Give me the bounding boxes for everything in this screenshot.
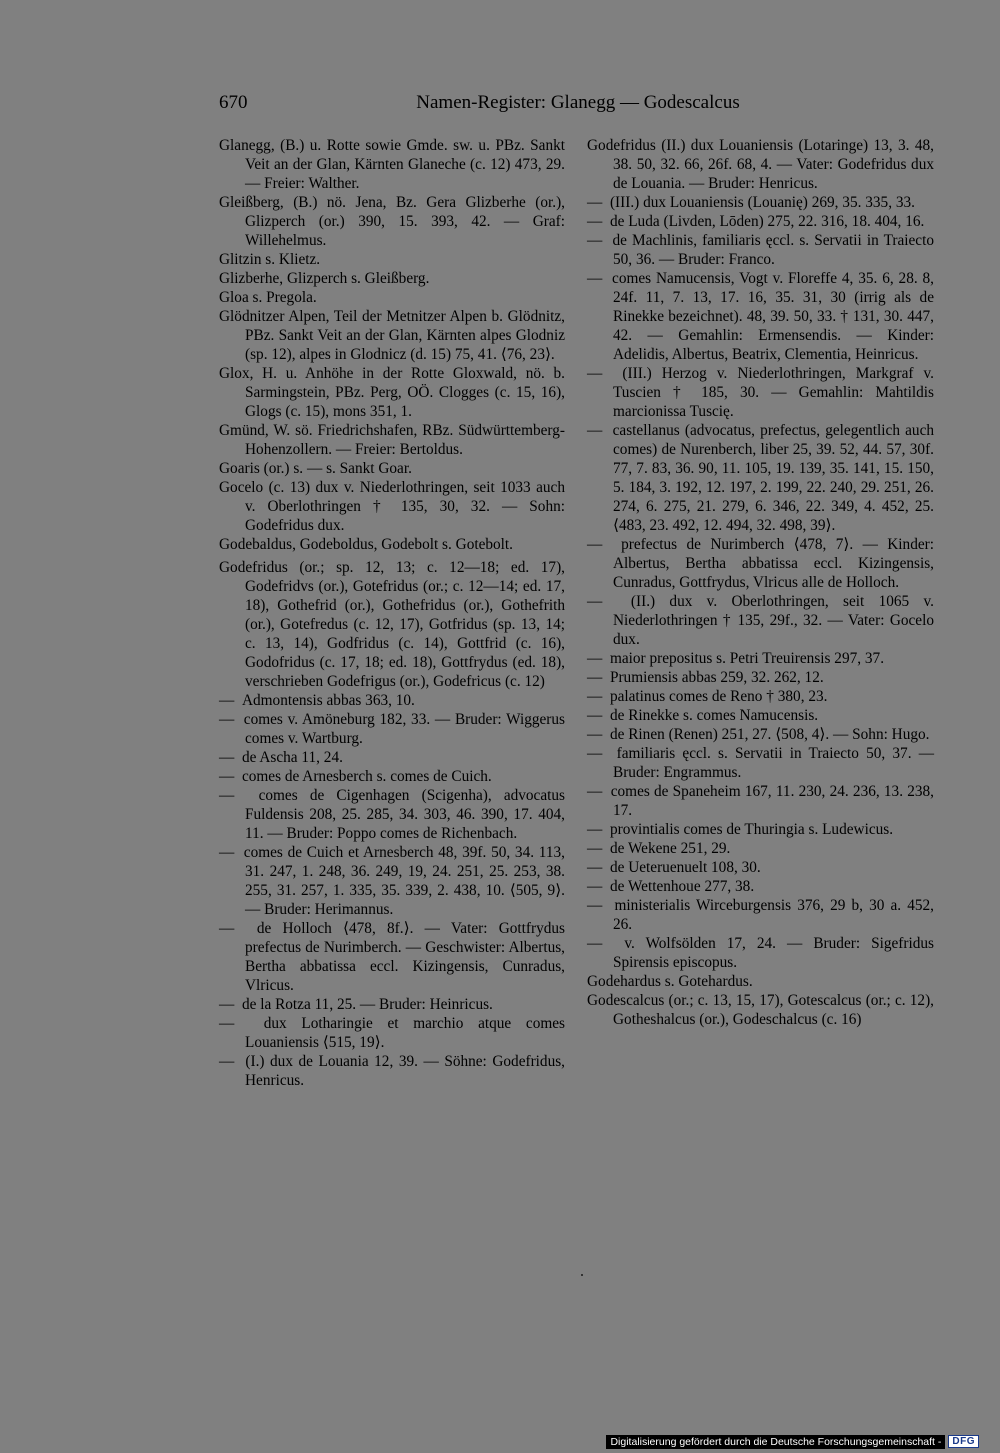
sub-entry: — dux Lotharingie et marchio atque comes Louaniensis ⟨515, 19⟩. [219, 1014, 565, 1052]
register-entry: Godefridus (or.; sp. 12, 13; c. 12—18; ed. 17), Godefridvs (or.), Gotefridus (or.; c. 12—14; ed. 17, 18), Gothefrid (or.), Gothefridus (or.), Gothefrith (or.), Gotefredus (c. 12, 17), Gotfridus (sp. 13, 14; c. 13, 14), Godfridus (c. 14), Gottfrid (c. 16), Godofridus (c. 17, 18; ed. 18), Gottfrydus (ed. 18), verschrieben Godefrigus (or.), Godefricus (c. 12) [219, 559, 565, 690]
sub-entry: — comes de Spaneheim 167, 11. 230, 24. 236, 13. 238, 17. [587, 782, 934, 820]
sub-entry: — de Luda (Livden, Lōden) 275, 22. 316, 18. 404, 16. [587, 212, 934, 231]
sub-entry: — Prumiensis abbas 259, 32. 262, 12. [587, 668, 934, 687]
register-entry: Gleißberg, (B.) nö. Jena, Bz. Gera Glizberhe (or.), Glizperch (or.) 390, 15. 393, 42. — Graf: Willehelmus. [219, 194, 565, 249]
register-entry: Glitzin s. Klietz. [219, 251, 321, 268]
left-column [219, 136, 565, 1090]
sub-entry: — v. Wolfsölden 17, 24. — Bruder: Sigefridus Spirensis episcopus. [587, 934, 934, 972]
sub-entry: — (III.) Herzog v. Niederlothringen, Markgraf v. Tuscien † 185, 30. — Gemahlin: Mahtildis marcionissa Tuscię. [587, 364, 934, 421]
sub-entry: — maior prepositus s. Petri Treuirensis 297, 37. [587, 649, 934, 668]
sub-entry: — castellanus (advocatus, prefectus, gelegentlich auch comes) de Nurenberch, liber 25, 39. 52, 44. 57, 30f. 77, 7. 83, 36. 90, 11. 105, 19. 139, 35. 141, 15. 150, 5. 184, 3. 192, 12. 197, 2. 199, 22. 240, 29. 251, 26. 274, 6. 275, 21. 279, 6. 346, 22. 349, 4. 452, 25. ⟨483, 23. 492, 12. 494, 32. 498, 39⟩. [587, 421, 934, 535]
register-entry: Gmünd, W. sö. Friedrichshafen, RBz. Südwürttemberg-Hohenzollern. — Freier: Bertoldus. [219, 422, 565, 458]
register-entry: Godefridus (II.) dux Louaniensis (Lotaringe) 13, 3. 48, 38. 50, 32. 66, 26f. 68, 4. — Vater: Godefridus dux de Louania. — Bruder: Henricus. [587, 137, 934, 192]
register-entry: Godescalcus (or.; c. 13, 15, 17), Gotescalcus (or.; c. 12), Gotheshalcus (or.), Godeschalcus (c. 16) [587, 992, 934, 1028]
sub-entry: — de Holloch ⟨478, 8f.⟩. — Vater: Gottfrydus prefectus de Nurimberch. — Geschwister: Albertus, Bertha abbatissa eccl. Kizingensis, Cunradus, Vlricus. [219, 919, 565, 995]
sub-entry: — comes de Cigenhagen (Scigenha), advocatus Fuldensis 208, 25. 285, 34. 303, 46. 390, 17. 404, 11. — Bruder: Poppo comes de Richenbach. [219, 786, 565, 843]
page-title: Namen-Register: Glanegg — Godescalcus [416, 92, 740, 113]
page-number: 670 [219, 92, 248, 113]
sub-entry: — de Machlinis, familiaris ęccl. s. Servatii in Traiecto 50, 36. — Bruder: Franco. [587, 231, 934, 269]
sub-entry: — comes de Arnesberch s. comes de Cuich. [219, 767, 565, 786]
sub-entry: — comes de Cuich et Arnesberch 48, 39f. 50, 34. 113, 31. 247, 1. 248, 36. 249, 19, 24. 251, 25. 253, 38. 255, 31. 257, 1. 335, 35. 339, 2. 438, 10. ⟨505, 9⟩. — Bruder: Herimannus. [219, 843, 565, 919]
right-column [587, 136, 934, 1029]
stray-mark [581, 1274, 583, 1276]
footer [607, 1434, 979, 1449]
sub-entry: — (II.) dux v. Oberlothringen, seit 1065 v. Niederlothringen † 135, 29f., 32. — Vater: Gocelo dux. [587, 592, 934, 649]
register-entry: Godebaldus, Godeboldus, Godebolt s. Gotebolt. [219, 536, 514, 553]
register-entry: Godehardus s. Gotehardus. [587, 973, 753, 990]
sub-entry: — prefectus de Nurimberch ⟨478, 7⟩. — Kinder: Albertus, Bertha abbatissa eccl. Kizingensis, Cunradus, Gottfrydus, Vlricus alle de Holloch. [587, 535, 934, 592]
sub-entry: — familiaris ęccl. s. Servatii in Traiecto 50, 37. — Bruder: Engrammus. [587, 744, 934, 782]
sub-entry: — de Rinen (Renen) 251, 27. ⟨508, 4⟩. — Sohn: Hugo. [587, 725, 934, 744]
register-entry: Gloa s. Pregola. [219, 289, 317, 306]
sub-entry: — comes Namucensis, Vogt v. Floreffe 4, 35. 6, 28. 8, 24f. 11, 7. 13, 17. 16, 35. 31, 30 (irrig als de Rinekke bezeichnet). 48, 39. 50, 33. † 131, 30. 447, 42. — Gemahlin: Ermensendis. — Kinder: Adelidis, Albertus, Beatrix, Clementia, Heinricus. [587, 269, 934, 364]
sub-entry: — de la Rotza 11, 25. — Bruder: Heinricus. [219, 995, 565, 1014]
dfg-logo: DFG [948, 1435, 979, 1448]
footer-credit: Digitalisierung gefördert durch die Deutsche Forschungsgemeinschaft - [606, 1435, 945, 1449]
register-entry: Glox, H. u. Anhöhe in der Rotte Gloxwald, nö. b. Sarmingstein, PBz. Perg, OÖ. Clogges (c. 15, 16), Glogs (c. 15), mons 351, 1. [219, 365, 565, 420]
sub-entry: — Admontensis abbas 363, 10. [219, 691, 565, 710]
sub-entry: — de Wettenhoue 277, 38. [587, 877, 934, 896]
sub-entry: — de Ascha 11, 24. [219, 748, 565, 767]
sub-entry: — palatinus comes de Reno † 380, 23. [587, 687, 934, 706]
register-entry: Goaris (or.) s. — s. Sankt Goar. [219, 460, 412, 477]
running-head [219, 92, 937, 116]
register-entry: Glanegg, (B.) u. Rotte sowie Gmde. sw. u. PBz. Sankt Veit an der Glan, Kärnten Glaneche (c. 12) 473, 29. — Freier: Walther. [219, 137, 565, 192]
sub-entry: — de Wekene 251, 29. [587, 839, 934, 858]
sub-entry: — provintialis comes de Thuringia s. Ludewicus. [587, 820, 934, 839]
sub-entry: — de Rinekke s. comes Namucensis. [587, 706, 934, 725]
register-entry: Glödnitzer Alpen, Teil der Metnitzer Alpen b. Glödnitz, PBz. Sankt Veit an der Glan, Kärnten alpes Glodniz (sp. 12), alpes in Glodnicz (d. 15) 75, 41. ⟨76, 23⟩. [219, 308, 565, 363]
sub-entry: — (III.) dux Louaniensis (Louanię) 269, 35. 335, 33. [587, 193, 934, 212]
sub-entry: — (I.) dux de Louania 12, 39. — Söhne: Godefridus, Henricus. [219, 1052, 565, 1090]
sub-entry: — comes v. Amöneburg 182, 33. — Bruder: Wiggerus comes v. Wartburg. [219, 710, 565, 748]
register-entry: Gocelo (c. 13) dux v. Niederlothringen, seit 1033 auch v. Oberlothringen † 135, 30, 32. — Sohn: Godefridus dux. [219, 479, 565, 534]
sub-entry: — de Ueteruenuelt 108, 30. [587, 858, 934, 877]
sub-entry: — ministerialis Wirceburgensis 376, 29 b, 30 a. 452, 26. [587, 896, 934, 934]
register-entry: Glizberhe, Glizperch s. Gleißberg. [219, 270, 430, 287]
